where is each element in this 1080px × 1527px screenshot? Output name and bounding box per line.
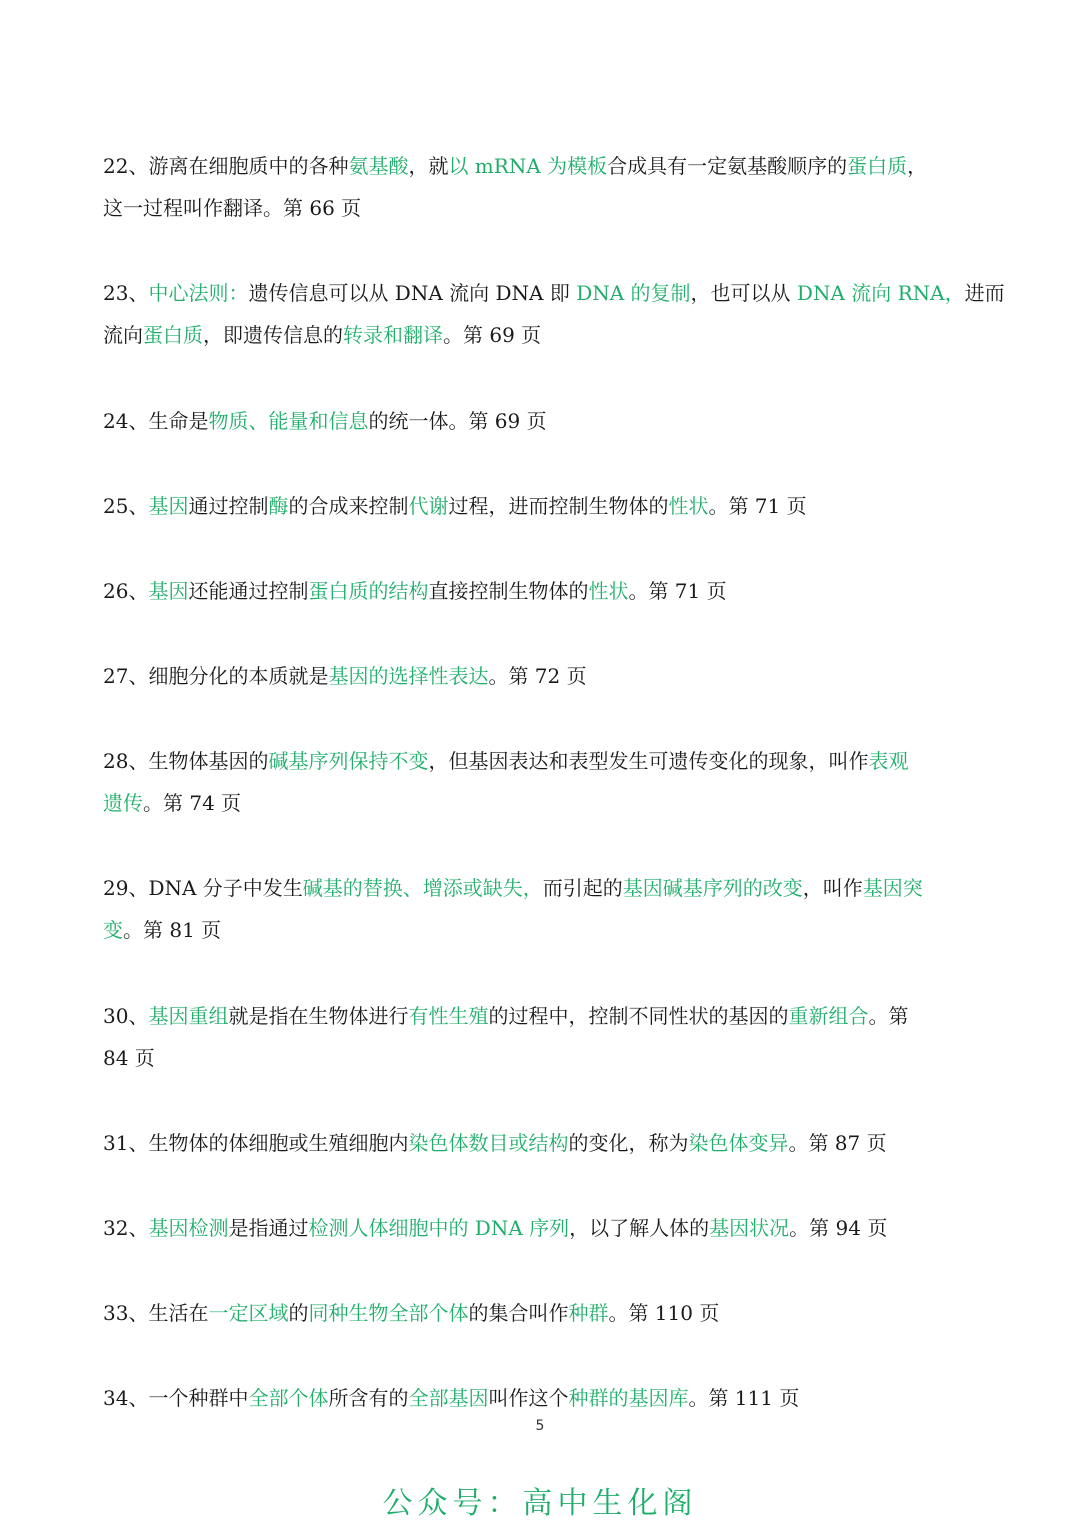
item-line xyxy=(103,1207,983,1249)
text-segment: 26、 xyxy=(103,579,149,603)
text-segment: 24、生命是 xyxy=(103,409,209,433)
text-segment: 直接控制生物体的 xyxy=(428,579,589,603)
highlighted-term: 种群的基因库 xyxy=(568,1386,689,1410)
text-segment: 进而 xyxy=(964,281,1005,305)
text-segment: 29、DNA 分子中发生 xyxy=(103,876,303,900)
highlighted-term: 蛋白质 xyxy=(143,323,203,347)
highlighted-term: 基因检测 xyxy=(148,1216,229,1240)
text-segment: 叫作这个 xyxy=(488,1386,569,1410)
item-line xyxy=(103,570,983,612)
item-line xyxy=(103,1122,983,1164)
page-number: 5 xyxy=(535,1418,545,1434)
highlighted-term: 基因重组 xyxy=(148,1004,229,1028)
item-line xyxy=(103,272,1005,314)
text-segment: 合成具有一定氨基酸顺序的 xyxy=(607,154,848,178)
text-segment: ，叫作 xyxy=(802,876,863,900)
highlighted-term: 蛋白质的结构 xyxy=(308,579,429,603)
text-segment: 通过控制 xyxy=(188,494,269,518)
highlighted-term: 染色体数目或结构 xyxy=(408,1131,569,1155)
highlighted-term: 一定区域 xyxy=(208,1301,289,1325)
text-segment: 的变化，称为 xyxy=(568,1131,689,1155)
text-segment: 23、 xyxy=(103,281,149,305)
highlighted-term: 基因 xyxy=(148,579,189,603)
highlighted-term: 性状 xyxy=(588,579,629,603)
item-line xyxy=(103,1377,983,1419)
text-segment: 这一过程叫作翻译。第 66 页 xyxy=(103,196,362,220)
highlighted-term: DNA 流向 RNA， xyxy=(796,281,965,305)
text-segment: 30、 xyxy=(103,1004,149,1028)
highlighted-term: 有性生殖 xyxy=(408,1004,489,1028)
highlighted-term: 以 mRNA 为模板 xyxy=(448,154,608,178)
text-segment: 流向 xyxy=(103,323,143,347)
text-segment: 。第 74 页 xyxy=(143,791,242,815)
text-segment: 的合成来控制 xyxy=(288,494,409,518)
text-segment: 的过程中，控制不同性状的基因的 xyxy=(488,1004,789,1028)
item-line xyxy=(103,909,983,951)
text-segment: 。第 71 页 xyxy=(628,579,727,603)
highlighted-term: 氨基酸 xyxy=(348,154,409,178)
text-segment: ， xyxy=(907,154,928,178)
item-line xyxy=(103,782,983,824)
item-line xyxy=(103,187,983,229)
text-segment: 。第 81 页 xyxy=(123,918,222,942)
text-segment: 的集合叫作 xyxy=(468,1301,569,1325)
highlighted-term: 碱基的替换、增添或缺失， xyxy=(302,876,543,900)
list-item xyxy=(103,740,983,824)
text-segment: 。第 72 页 xyxy=(488,664,587,688)
text-segment: ，即遗传信息的 xyxy=(203,323,343,347)
highlighted-term: 全部个体 xyxy=(248,1386,329,1410)
text-segment: 22、游离在细胞质中的各种 xyxy=(103,154,349,178)
text-segment: 31、生物体的体细胞或生殖细胞内 xyxy=(103,1131,409,1155)
text-segment: 就是指在生物体进行 xyxy=(228,1004,409,1028)
highlighted-term: 基因突 xyxy=(862,876,923,900)
text-segment: 的统一体。第 69 页 xyxy=(368,409,547,433)
text-segment: 34、一个种群中 xyxy=(103,1386,249,1410)
item-line xyxy=(103,867,983,909)
text-segment: ，以了解人体的 xyxy=(569,1216,710,1240)
list-item xyxy=(103,1292,983,1334)
text-segment: 是指通过 xyxy=(228,1216,309,1240)
highlighted-term: 同种生物全部个体 xyxy=(308,1301,469,1325)
list-item xyxy=(103,867,983,951)
text-segment: 28、生物体基因的 xyxy=(103,749,269,773)
highlighted-term: 转录和翻译 xyxy=(343,323,443,347)
text-segment: 27、细胞分化的本质就是 xyxy=(103,664,329,688)
list-item xyxy=(103,995,983,1079)
highlighted-term: 遗传 xyxy=(103,791,143,815)
highlighted-term: DNA 的复制 xyxy=(576,281,691,305)
text-segment: 遗传信息可以从 DNA 流向 DNA 即 xyxy=(248,281,577,305)
highlighted-term: 全部基因 xyxy=(408,1386,489,1410)
list-item xyxy=(103,1377,983,1419)
list-item xyxy=(103,145,983,229)
item-line xyxy=(103,485,983,527)
list-item xyxy=(103,1207,983,1249)
list-item xyxy=(103,1122,983,1164)
text-segment: 84 页 xyxy=(103,1046,155,1070)
highlighted-term: 蛋白质 xyxy=(847,154,908,178)
highlighted-term: 中心法则： xyxy=(148,281,249,305)
text-segment: 。第 87 页 xyxy=(788,1131,887,1155)
highlighted-term: 代谢 xyxy=(408,494,449,518)
text-segment: ，就 xyxy=(408,154,449,178)
text-segment: ，但基因表达和表型发生可遗传变化的现象，叫作 xyxy=(428,749,869,773)
text-segment: 。第 94 页 xyxy=(789,1216,888,1240)
text-segment: 。第 69 页 xyxy=(443,323,542,347)
highlighted-term: 基因的选择性表达 xyxy=(328,664,489,688)
highlighted-term: 种群 xyxy=(568,1301,609,1325)
item-line xyxy=(103,995,983,1037)
highlighted-term: 重新组合 xyxy=(788,1004,869,1028)
list-item xyxy=(103,400,983,442)
highlighted-term: 检测人体细胞中的 DNA 序列 xyxy=(308,1216,570,1240)
text-segment: 。第 71 页 xyxy=(708,494,807,518)
text-segment: 25、 xyxy=(103,494,149,518)
item-line xyxy=(103,740,983,782)
highlighted-term: 染色体变异 xyxy=(688,1131,789,1155)
text-segment: 。第 110 页 xyxy=(608,1301,720,1325)
text-segment: 。第 xyxy=(868,1004,909,1028)
list-item xyxy=(103,570,983,612)
list-item xyxy=(103,655,983,697)
footer-watermark: 公众号：高中生化阁 xyxy=(382,1486,698,1521)
highlighted-term: 基因状况 xyxy=(709,1216,790,1240)
highlighted-term: 碱基序列保持不变 xyxy=(268,749,429,773)
text-segment: 。第 111 页 xyxy=(688,1386,800,1410)
item-line xyxy=(103,655,983,697)
text-segment: 还能通过控制 xyxy=(188,579,309,603)
highlighted-term: 基因碱基序列的改变 xyxy=(622,876,803,900)
item-line xyxy=(103,145,983,187)
text-segment: 32、 xyxy=(103,1216,149,1240)
list-item xyxy=(103,272,1005,356)
highlighted-term: 基因 xyxy=(148,494,189,518)
text-segment: ，也可以从 xyxy=(690,281,797,305)
item-line xyxy=(103,1037,983,1079)
list-item xyxy=(103,485,983,527)
highlighted-term: 表观 xyxy=(868,749,909,773)
text-segment: 而引起的 xyxy=(542,876,623,900)
item-line xyxy=(103,314,983,356)
highlighted-term: 性状 xyxy=(668,494,709,518)
highlighted-term: 酶 xyxy=(268,494,289,518)
text-segment: 33、生活在 xyxy=(103,1301,209,1325)
item-line xyxy=(103,400,983,442)
highlighted-term: 变 xyxy=(103,918,123,942)
text-segment: 的 xyxy=(288,1301,309,1325)
text-segment: 过程，进而控制生物体的 xyxy=(448,494,669,518)
highlighted-term: 物质、能量和信息 xyxy=(208,409,369,433)
item-line xyxy=(103,1292,983,1334)
text-segment: 所含有的 xyxy=(328,1386,409,1410)
